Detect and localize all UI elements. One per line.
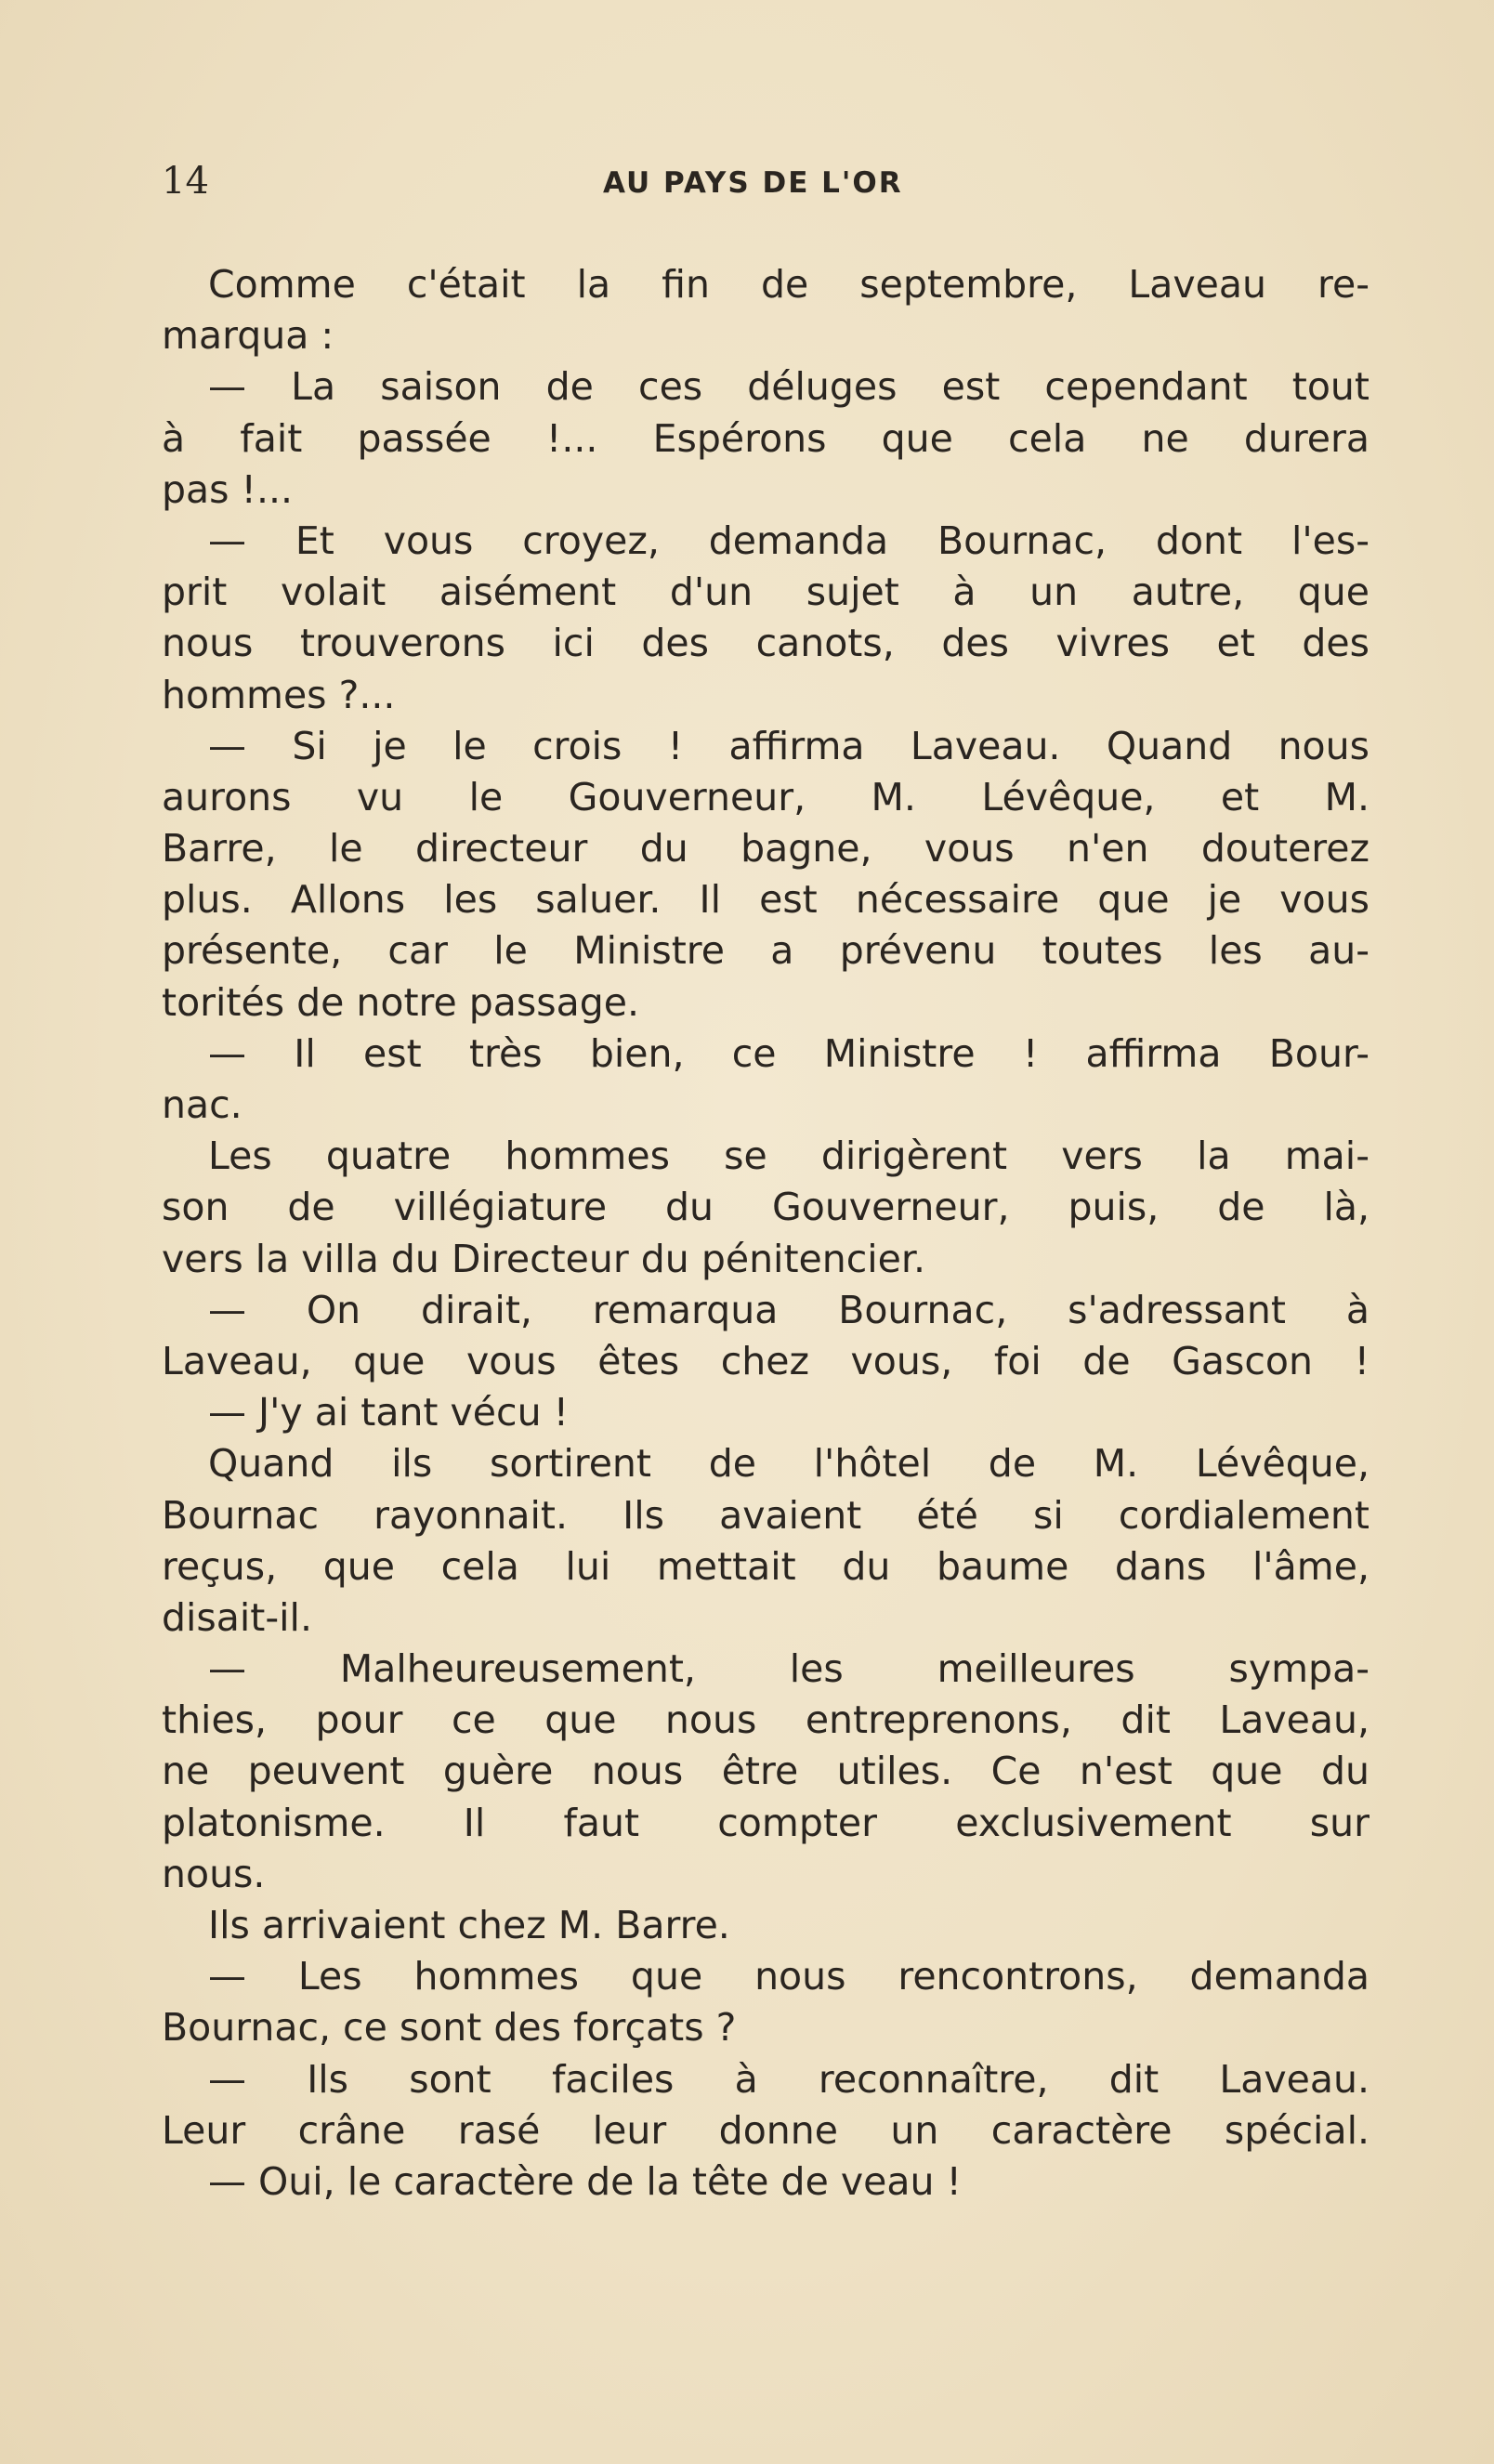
- text-line: nous.: [162, 1851, 266, 1896]
- text-line: — On dirait, remarqua Bournac, s'adressant à: [208, 1287, 1370, 1332]
- text-line: — La saison de ces déluges est cependant tout: [208, 364, 1370, 410]
- text-line: Les quatre hommes se dirigèrent vers la mai-: [208, 1134, 1370, 1179]
- text-line: hommes ?...: [162, 672, 396, 717]
- text-line: aurons vu le Gouverneur, M. Lévêque, et M.: [162, 774, 1370, 819]
- text-line: Laveau, que vous êtes chez vous, foi de Gascon !: [162, 1338, 1370, 1383]
- text-line: Ils arrivaient chez M. Barre.: [208, 1903, 730, 1947]
- text-line: Bournac rayonnait. Ils avaient été si cordialement: [162, 1492, 1370, 1538]
- text-line: Comme c'était la fin de septembre, Laveau re-: [208, 262, 1370, 307]
- text-line: torités de notre passage.: [162, 979, 640, 1025]
- text-line: Quand ils sortirent de l'hôtel de M. Lévêque,: [208, 1441, 1370, 1487]
- body-text: [162, 259, 1370, 2208]
- text-line: nous trouverons ici des canots, des vivres et des: [162, 621, 1370, 666]
- text-line: — Ils sont faciles à reconnaître, dit Laveau.: [208, 2056, 1370, 2102]
- text-line: — Il est très bien, ce Ministre ! affirma Bour-: [208, 1030, 1370, 1076]
- page-header: [162, 158, 1370, 204]
- text-line: vers la villa du Directeur du pénitencier.: [162, 1236, 926, 1281]
- page-number: 14: [162, 160, 209, 203]
- text-line: présente, car le Ministre a prévenu toutes les au-: [162, 928, 1370, 974]
- text-line: thies, pour ce que nous entreprenons, dit Laveau,: [162, 1697, 1370, 1743]
- text-line: Barre, le directeur du bagne, vous n'en douterez: [162, 826, 1370, 872]
- text-line: son de villégiature du Gouverneur, puis, de là,: [162, 1185, 1370, 1230]
- text-line: prit volait aisément d'un sujet à un autre, que: [162, 570, 1370, 615]
- text-line: — Et vous croyez, demanda Bournac, dont l'es-: [208, 518, 1370, 563]
- text-line: plus. Allons les saluer. Il est nécessaire que je vous: [162, 877, 1370, 923]
- text-line: disait-il.: [162, 1594, 312, 1640]
- text-line: Leur crâne rasé leur donne un caractère spécial.: [162, 2107, 1370, 2153]
- running-head: AU PAYS DE L'OR: [603, 166, 903, 200]
- text-line: — Les hommes que nous rencontrons, demanda: [208, 1954, 1370, 1999]
- text-line: — J'y ai tant vécu !: [208, 1390, 570, 1435]
- text-line: à fait passée !... Espérons que cela ne durera: [162, 415, 1370, 461]
- text-line: marqua :: [162, 313, 334, 359]
- text-line: — Si je le crois ! affirma Laveau. Quand nous: [208, 723, 1370, 768]
- text-line: — Malheureusement, les meilleures sympa-: [208, 1646, 1370, 1692]
- text-line: — Oui, le caractère de la tête de veau !: [208, 2158, 962, 2204]
- text-line: nac.: [162, 1082, 242, 1127]
- text-line: reçus, que cela lui mettait du baume dans l'âme,: [162, 1543, 1370, 1589]
- text-line: ne peuvent guère nous être utiles. Ce n'est que du: [162, 1749, 1370, 1794]
- text-line: platonisme. Il faut compter exclusivement sur: [162, 1800, 1370, 1845]
- text-line: Bournac, ce sont des forçats ?: [162, 2005, 737, 2051]
- text-line: pas !...: [162, 466, 294, 512]
